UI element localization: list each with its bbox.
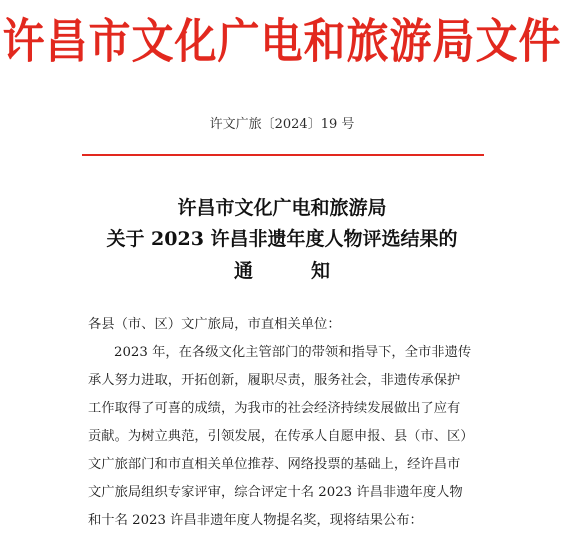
document-masthead: 许昌市文化广电和旅游局文件 <box>2 13 562 69</box>
paragraph-line: 2023 年，在各级文化主管部门的带领和指导下，全市非遗传 <box>114 345 472 360</box>
paragraph-line: 文广旅局组织专家评审，综合评定十名 2023 许昌非遗年度人物 <box>88 485 463 500</box>
title-char-tong: 通 <box>233 260 253 282</box>
paragraph-line: 和十名 2023 许昌非遗年度人物提名奖，现将结果公布： <box>88 513 423 528</box>
title-char-zhi: 知 <box>311 260 331 282</box>
paragraph-line: 文广旅部门和市直相关单位推荐、网络投票的基础上，经许昌市 <box>88 457 461 472</box>
paragraph-line: 工作取得了可喜的成绩，为我市的社会经济持续发展做出了应有 <box>88 401 461 416</box>
title-line-1: 许昌市文化广电和旅游局 <box>177 197 387 219</box>
body-paragraph <box>88 339 488 535</box>
title-line-2: 关于 2023 许昌非遗年度人物评选结果的 <box>106 228 458 250</box>
document-number: 许文广旅〔2024〕19 号 <box>209 117 355 132</box>
red-divider <box>82 154 484 156</box>
title-line-3 <box>0 258 564 284</box>
salutation: 各县（市、区）文广旅局，市直相关单位： <box>88 317 341 332</box>
paragraph-line: 承人努力进取，开拓创新，履职尽责，服务社会，非遗传承保护 <box>88 373 461 388</box>
paragraph-line: 贡献。为树立典范，引领发展，在传承人自愿申报、县（市、区） <box>88 429 474 444</box>
